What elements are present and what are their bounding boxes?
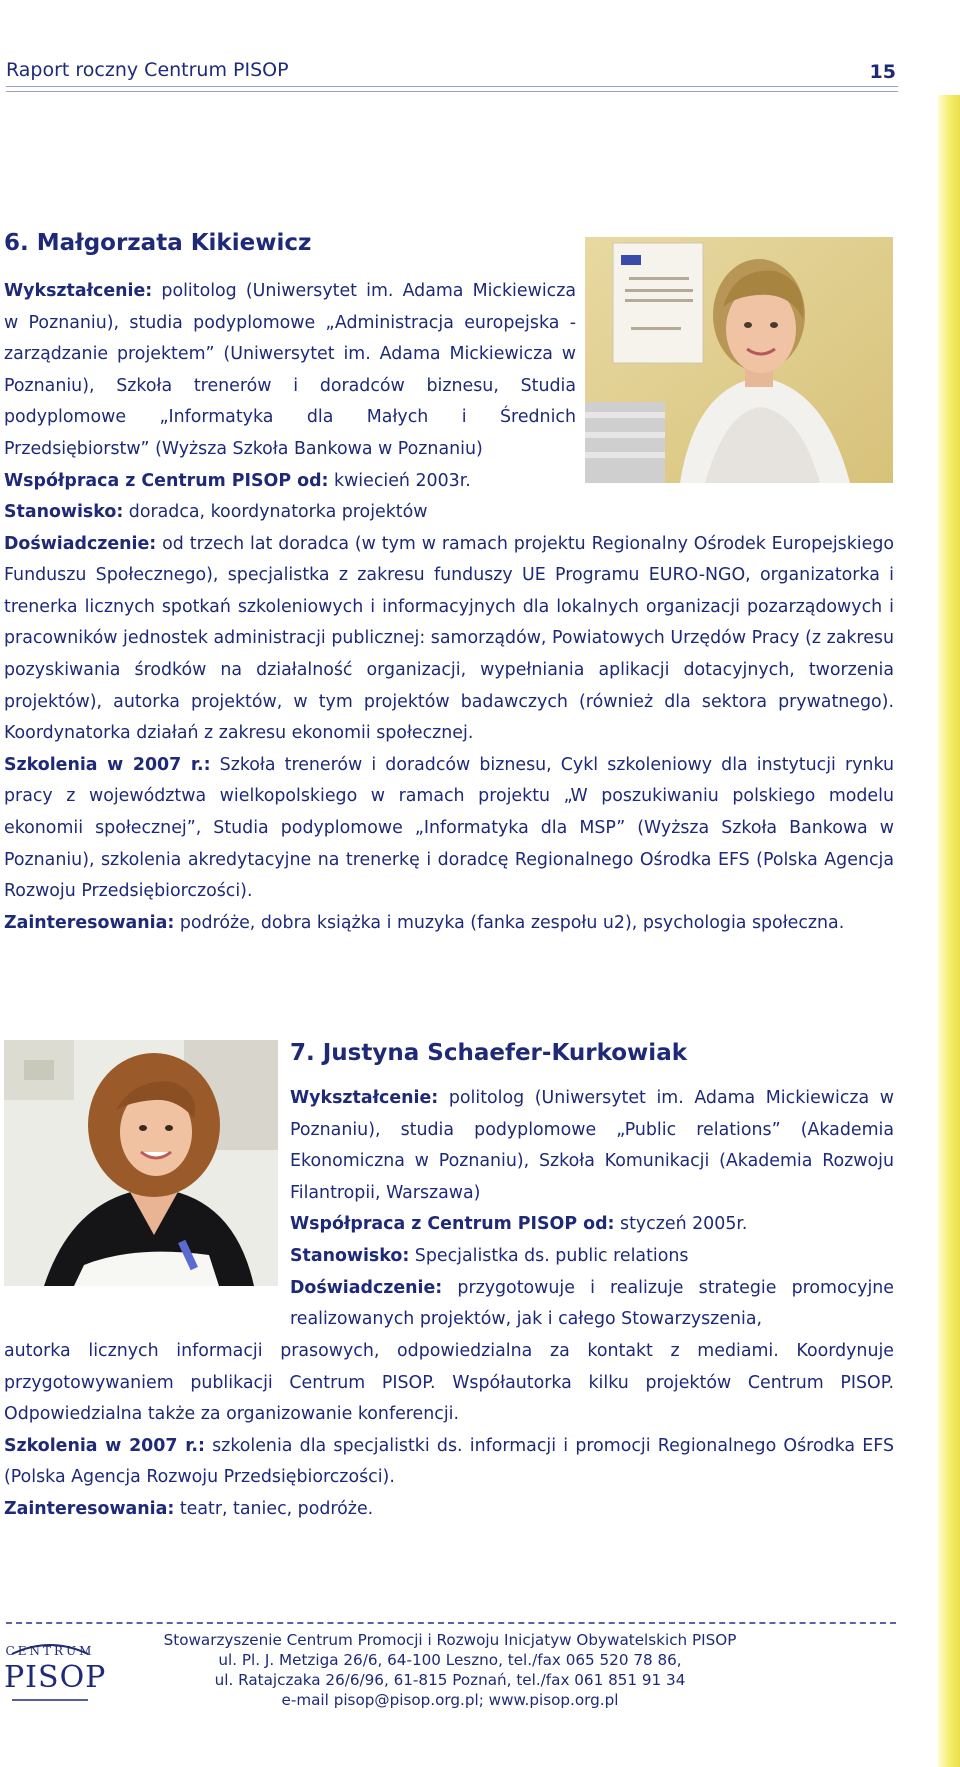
- logo-main-text: PISOP: [4, 1660, 107, 1695]
- footer-email-web: e-mail pisop@pisop.org.pl; www.pisop.org.pl: [281, 1691, 619, 1709]
- footer-address-poznan: ul. Ratajczaka 26/6/96, 61-815 Poznań, tel./fax 061 851 91 34: [214, 1671, 686, 1689]
- footer-contact: [130, 1630, 770, 1710]
- page-header: [6, 55, 896, 83]
- person2-training-colon: :: [197, 1435, 205, 1456]
- person2-interests-text: teatr, taniec, podróże.: [174, 1498, 374, 1519]
- person2-training-text: szkolenia dla specjalistki ds. informacji i promocji Regionalnego Ośrodka EFS (Polska Agencja Rozwoju Przedsiębiorczości).: [4, 1435, 894, 1488]
- person1-details: [4, 497, 894, 939]
- person1-intro: [4, 276, 576, 497]
- person1-photo: [585, 237, 893, 483]
- person1-training-colon: :: [203, 754, 211, 775]
- person1-cooperation-label: Współpraca z Centrum PISOP od:: [4, 470, 329, 491]
- person2-education-text: politolog (Uniwersytet im. Adama Mickiewicza w Poznaniu), studia podyplomowe „Public relations” (Akademia Ekonomiczna w Poznaniu), Szkoła Komunikacji (Akademia Rozwoju Filantropii, Warszawa): [290, 1088, 894, 1203]
- person1-training-label: Szkolenia w 2007 r.: [4, 754, 204, 775]
- person2-interests-label: Zainteresowania:: [4, 1498, 175, 1519]
- footer-org-name: Stowarzyszenie Centrum Promocji i Rozwoju Inicjatyw Obywatelskich PISOP: [163, 1631, 737, 1649]
- report-title: Raport roczny Centrum PISOP: [6, 59, 289, 81]
- person2-experience-text-b: autorka licznych informacji prasowych, odpowiedzialna za kontakt z mediami. Koordynuje przygotowywaniem publikacji Centrum PISOP. Współautorka kilku projektów Centrum PISOP. Odpowiedzialna także za organizowanie konferencji.: [4, 1341, 894, 1425]
- person1-experience-text: od trzech lat doradca (w tym w ramach projektu Regionalny Ośrodek Europejskiego Funduszu Społecznego), specjalistka z zakresu funduszy UE Programu EURO-NGO, organizatorka i trenerka licznych spotkań szkoleniowych i informacyjnych dla lokalnych organizacji pozarządowych i pracowników jednostek administracji publicznej: samorządów, Powiatowych Urzędów Pracy (z zakresu pozyskiwania środków na działalność organizacji, wypełniania aplikacji dotacyjnych, tworzenia projektów), autorka projektów, w tym projektów badawczych (również dla sektora prywatnego). Koordynatorka działań z zakresu ekonomii społecznej.: [4, 533, 894, 744]
- person2-training-label: Szkolenia w 2007 r.: [4, 1435, 198, 1456]
- footer-address-leszno: ul. Pl. J. Metziga 26/6, 64-100 Leszno, tel./fax 065 520 78 86,: [218, 1651, 682, 1669]
- person1-training-text: Szkoła trenerów i doradców biznesu, Cykl szkoleniowy dla instytucji rynku pracy z województwa wielkopolskiego w ramach projektu „W poszukiwaniu polskiego modelu ekonomii społecznej”, Studia podyplomowe „Informatyka dla MSP” (Wyższa Szkoła Bankowa w Poznaniu), szkolenia akredytacyjne na trenerkę i doradcę Regionalnego Ośrodka EFS (Polska Agencja Rozwoju Przedsiębiorczości).: [4, 754, 895, 902]
- person2-experience-text-a: przygotowuje i realizuje strategie promocyjne realizowanych projektów, jak i całego Stowarzyszenia,: [290, 1277, 894, 1330]
- person2-photo: [4, 1040, 278, 1286]
- logo-top-text: CENTRUM: [5, 1644, 95, 1658]
- person2-photo-image: [4, 1040, 278, 1286]
- person1-heading: 6. Małgorzata Kikiewicz: [4, 230, 312, 256]
- person1-experience-label: Doświadczenie:: [4, 533, 157, 554]
- person1-cooperation-text: kwiecień 2003r.: [328, 470, 471, 491]
- person1-education-text: politolog (Uniwersytet im. Adama Mickiewicza w Poznaniu), studia podyplomowe „Administracja europejska - zarządzanie projektem” (Uniwersytet im. Adama Mickiewicza w Poznaniu), Szkoła trenerów i doradców biznesu, Studia podyplomowe „Informatyka dla Małych i Średnich Przedsiębiorstw” (Wyższa Szkoła Bankowa w Poznaniu): [4, 281, 576, 459]
- person2-heading: 7. Justyna Schaefer-Kurkowiak: [290, 1040, 688, 1066]
- person1-interests-label: Zainteresowania:: [4, 912, 175, 933]
- pisop-logo: [4, 1638, 107, 1708]
- page-number: 15: [869, 61, 896, 83]
- person1-education-label: Wykształcenie:: [4, 281, 153, 301]
- person1-position-label: Stanowisko:: [4, 502, 124, 522]
- person2-position-label: Stanowisko:: [290, 1245, 410, 1266]
- person1-photo-image: [585, 237, 893, 483]
- person2-cooperation-label: Współpraca z Centrum PISOP od:: [290, 1214, 615, 1235]
- person2-intro: [290, 1083, 894, 1336]
- person2-details: [4, 1336, 894, 1526]
- person2-education-label: Wykształcenie:: [290, 1088, 439, 1108]
- page-edge-accent: [938, 95, 960, 1767]
- footer-divider: [6, 1622, 896, 1624]
- person1-position-text: doradca, koordynatorka projektów: [123, 502, 428, 522]
- header-divider: [6, 86, 898, 92]
- person1-interests-text: podróże, dobra książka i muzyka (fanka zespołu u2), psychologia społeczna.: [174, 912, 845, 933]
- person2-position-text: Specjalistka ds. public relations: [409, 1245, 689, 1266]
- person2-experience-label: Doświadczenie:: [290, 1277, 443, 1298]
- person2-cooperation-text: styczeń 2005r.: [614, 1214, 748, 1235]
